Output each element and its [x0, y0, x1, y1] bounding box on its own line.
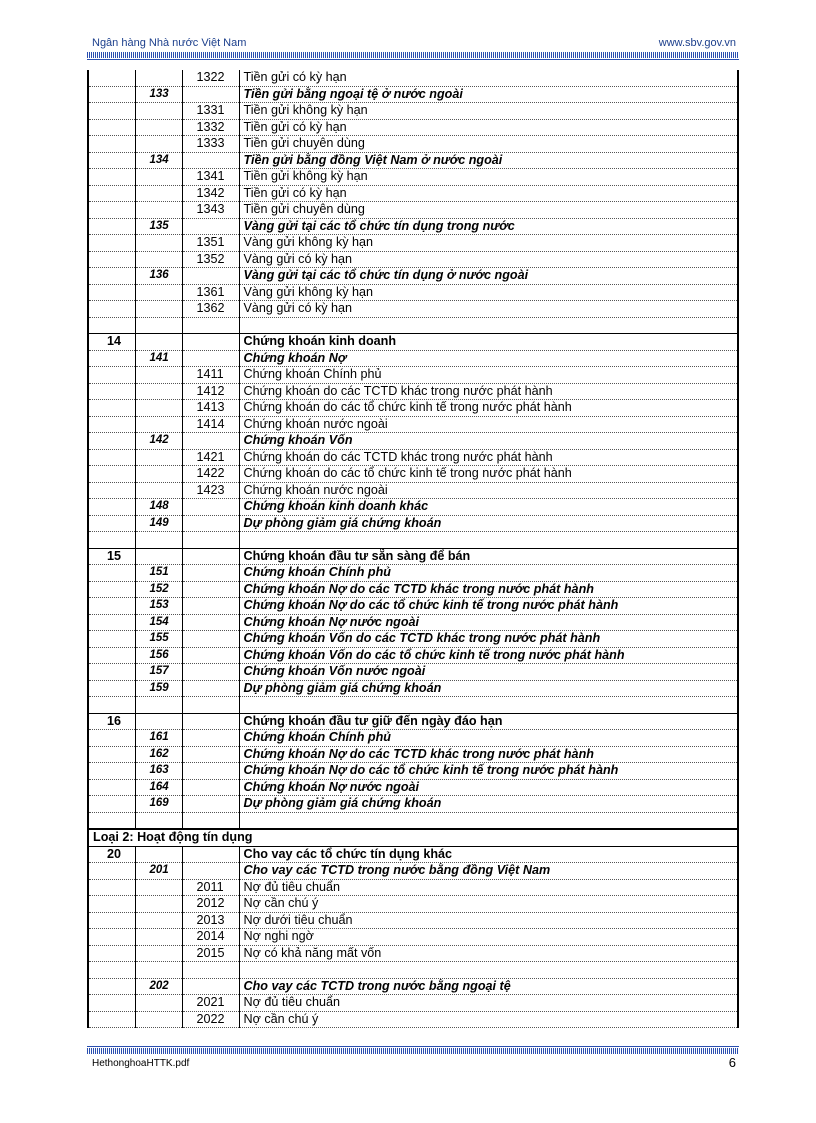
account-level4-code — [182, 598, 239, 615]
account-row — [88, 466, 738, 483]
account-level3-code — [135, 812, 182, 829]
account-level2-code — [88, 631, 135, 648]
account-row — [88, 136, 738, 153]
account-level3-code — [135, 284, 182, 301]
account-row — [88, 664, 738, 681]
account-level2-code — [88, 896, 135, 913]
account-name: Tiền gửi bằng ngoại tệ ở nước ngoài — [239, 86, 738, 103]
account-row — [88, 185, 738, 202]
account-level3-code — [135, 466, 182, 483]
account-name: Vàng gửi tại các tổ chức tín dụng trong nước — [239, 218, 738, 235]
account-level2-code — [88, 301, 135, 318]
account-row — [88, 730, 738, 747]
account-level3-code: 202 — [135, 978, 182, 995]
account-level4-code — [182, 218, 239, 235]
account-level3-code — [135, 879, 182, 896]
blank-row — [88, 962, 738, 979]
header-rule-line — [87, 59, 739, 60]
account-level2-code — [88, 796, 135, 813]
account-row — [88, 482, 738, 499]
account-name: Chứng khoán Vốn do các tổ chức kinh tế trong nước phát hành — [239, 647, 738, 664]
account-name: Nợ nghi ngờ — [239, 929, 738, 946]
account-row — [88, 103, 738, 120]
account-level4-code — [182, 581, 239, 598]
account-level3-code: 133 — [135, 86, 182, 103]
account-name: Tiền gửi không kỳ hạn — [239, 169, 738, 186]
account-level2-code — [88, 251, 135, 268]
account-level2-code — [88, 416, 135, 433]
account-name: Tiền gửi có kỳ hạn — [239, 119, 738, 136]
account-level4-code: 1333 — [182, 136, 239, 153]
blank-row — [88, 697, 738, 714]
account-name — [239, 532, 738, 549]
account-level2-code: 20 — [88, 846, 135, 863]
account-level3-code — [135, 416, 182, 433]
account-level3-code — [135, 713, 182, 730]
account-level3-code: 155 — [135, 631, 182, 648]
account-level4-code: 1411 — [182, 367, 239, 384]
account-level2-code — [88, 235, 135, 252]
account-level4-code: 2015 — [182, 945, 239, 962]
account-row — [88, 945, 738, 962]
account-name: Vàng gửi có kỳ hạn — [239, 301, 738, 318]
account-row — [88, 565, 738, 582]
account-level2-code — [88, 202, 135, 219]
account-level3-code: 201 — [135, 863, 182, 880]
account-level3-code — [135, 945, 182, 962]
blank-row — [88, 532, 738, 549]
account-name: Chứng khoán Nợ do các tổ chức kinh tế trong nước phát hành — [239, 598, 738, 615]
account-level2-code — [88, 466, 135, 483]
account-name: Chứng khoán Nợ nước ngoài — [239, 614, 738, 631]
account-level2-code — [88, 350, 135, 367]
account-level4-code — [182, 433, 239, 450]
account-name: Chứng khoán đầu tư sẵn sàng để bán — [239, 548, 738, 565]
account-level4-code — [182, 978, 239, 995]
account-name: Tiền gửi bằng đồng Việt Nam ở nước ngoài — [239, 152, 738, 169]
account-level4-code — [182, 532, 239, 549]
account-name: Chứng khoán Vốn nước ngoài — [239, 664, 738, 681]
account-level3-code — [135, 929, 182, 946]
account-level3-code — [135, 482, 182, 499]
account-level3-code — [135, 532, 182, 549]
account-level4-code — [182, 334, 239, 351]
account-level4-code: 2014 — [182, 929, 239, 946]
account-level4-code — [182, 565, 239, 582]
account-level3-code: 136 — [135, 268, 182, 285]
account-level4-code: 1412 — [182, 383, 239, 400]
account-name: Cho vay các tổ chức tín dụng khác — [239, 846, 738, 863]
account-level3-code — [135, 367, 182, 384]
account-level3-code — [135, 896, 182, 913]
account-level2-code — [88, 598, 135, 615]
account-level4-code: 1352 — [182, 251, 239, 268]
account-name: Cho vay các TCTD trong nước bằng ngoại tệ — [239, 978, 738, 995]
account-row — [88, 334, 738, 351]
blank-row — [88, 812, 738, 829]
account-name: Chứng khoán kinh doanh — [239, 334, 738, 351]
account-level4-code: 2013 — [182, 912, 239, 929]
account-level3-code — [135, 301, 182, 318]
account-row — [88, 499, 738, 516]
account-row — [88, 1011, 738, 1028]
account-name: Chứng khoán Chính phủ — [239, 730, 738, 747]
account-level2-code: 15 — [88, 548, 135, 565]
account-level3-code: 142 — [135, 433, 182, 450]
account-level3-code — [135, 449, 182, 466]
account-row — [88, 251, 738, 268]
account-level3-code: 141 — [135, 350, 182, 367]
account-name: Dự phòng giảm giá chứng khoán — [239, 796, 738, 813]
account-row — [88, 86, 738, 103]
account-level4-code: 1414 — [182, 416, 239, 433]
account-row — [88, 152, 738, 169]
account-level4-code — [182, 515, 239, 532]
account-name: Chứng khoán Nợ nước ngoài — [239, 779, 738, 796]
account-level3-code — [135, 548, 182, 565]
account-level4-code: 2012 — [182, 896, 239, 913]
account-level4-code: 2021 — [182, 995, 239, 1012]
account-row — [88, 879, 738, 896]
account-name: Vàng gửi tại các tổ chức tín dụng ở nước ngoài — [239, 268, 738, 285]
account-level4-code — [182, 796, 239, 813]
account-level3-code: 161 — [135, 730, 182, 747]
account-row — [88, 978, 738, 995]
account-level2-code — [88, 119, 135, 136]
account-level3-code — [135, 251, 182, 268]
account-row — [88, 383, 738, 400]
account-level3-code — [135, 334, 182, 351]
account-level2-code — [88, 367, 135, 384]
account-row — [88, 416, 738, 433]
account-level3-code: 164 — [135, 779, 182, 796]
account-name: Nợ dưới tiêu chuẩn — [239, 912, 738, 929]
account-level2-code — [88, 978, 135, 995]
account-level2-code — [88, 995, 135, 1012]
account-name: Nợ đủ tiêu chuẩn — [239, 879, 738, 896]
page-number: 6 — [728, 1055, 736, 1070]
account-level4-code — [182, 548, 239, 565]
account-level4-code: 1351 — [182, 235, 239, 252]
header-website: www.sbv.gov.vn — [658, 37, 736, 49]
account-name: Chứng khoán Vốn — [239, 433, 738, 450]
account-level3-code: 153 — [135, 598, 182, 615]
blank-row — [88, 317, 738, 334]
account-level3-code: 148 — [135, 499, 182, 516]
account-level4-code — [182, 631, 239, 648]
account-row — [88, 746, 738, 763]
account-name: Chứng khoán Chính phủ — [239, 565, 738, 582]
account-level4-code — [182, 614, 239, 631]
footer-rule — [87, 1048, 739, 1054]
account-level2-code — [88, 268, 135, 285]
account-name: Tiền gửi không kỳ hạn — [239, 103, 738, 120]
header-rule — [87, 52, 739, 58]
account-row — [88, 548, 738, 565]
account-level3-code: 157 — [135, 664, 182, 681]
account-row — [88, 779, 738, 796]
account-level2-code — [88, 449, 135, 466]
account-level3-code: 169 — [135, 796, 182, 813]
account-name: Chứng khoán do các tổ chức kinh tế trong nước phát hành — [239, 466, 738, 483]
account-row — [88, 846, 738, 863]
account-name — [239, 812, 738, 829]
account-level4-code — [182, 730, 239, 747]
account-table — [87, 70, 739, 1028]
account-level4-code — [182, 713, 239, 730]
account-level2-code — [88, 697, 135, 714]
account-name: Nợ đủ tiêu chuẩn — [239, 995, 738, 1012]
account-level3-code: 134 — [135, 152, 182, 169]
account-name: Dự phòng giảm giá chứng khoán — [239, 515, 738, 532]
account-level2-code — [88, 317, 135, 334]
account-row — [88, 202, 738, 219]
account-name: Chứng khoán Nợ — [239, 350, 738, 367]
account-row — [88, 713, 738, 730]
account-level3-code — [135, 962, 182, 979]
account-name: Chứng khoán Nợ do các TCTD khác trong nước phát hành — [239, 581, 738, 598]
account-level4-code — [182, 697, 239, 714]
account-level4-code — [182, 268, 239, 285]
account-level3-code — [135, 185, 182, 202]
account-level2-code — [88, 284, 135, 301]
account-level4-code: 1423 — [182, 482, 239, 499]
account-level3-code: 159 — [135, 680, 182, 697]
account-row — [88, 863, 738, 880]
account-level2-code — [88, 680, 135, 697]
account-level3-code: 151 — [135, 565, 182, 582]
account-level2-code — [88, 912, 135, 929]
account-name: Chứng khoán do các tổ chức kinh tế trong nước phát hành — [239, 400, 738, 417]
account-level4-code: 1361 — [182, 284, 239, 301]
account-level4-code — [182, 350, 239, 367]
account-level3-code — [135, 169, 182, 186]
account-name: Cho vay các TCTD trong nước bằng đồng Việt Nam — [239, 863, 738, 880]
account-name: Chứng khoán nước ngoài — [239, 416, 738, 433]
footer-rule-line — [87, 1046, 739, 1047]
account-row — [88, 995, 738, 1012]
account-name: Chứng khoán do các TCTD khác trong nước phát hành — [239, 449, 738, 466]
account-level2-code — [88, 929, 135, 946]
account-row — [88, 896, 738, 913]
account-name: Chứng khoán Nợ do các TCTD khác trong nước phát hành — [239, 746, 738, 763]
account-level4-code: 2022 — [182, 1011, 239, 1028]
account-name: Chứng khoán đầu tư giữ đến ngày đáo hạn — [239, 713, 738, 730]
account-level2-code — [88, 730, 135, 747]
account-level4-code: 1362 — [182, 301, 239, 318]
account-level2-code — [88, 779, 135, 796]
account-level4-code: 1322 — [182, 70, 239, 86]
account-row — [88, 433, 738, 450]
account-level4-code — [182, 746, 239, 763]
account-name: Chứng khoán nước ngoài — [239, 482, 738, 499]
account-name: Dự phòng giảm giá chứng khoán — [239, 680, 738, 697]
account-name — [239, 962, 738, 979]
account-level2-code — [88, 863, 135, 880]
account-name: Chứng khoán Vốn do các TCTD khác trong nước phát hành — [239, 631, 738, 648]
account-row — [88, 581, 738, 598]
account-level2-code — [88, 664, 135, 681]
account-level2-code — [88, 433, 135, 450]
account-level2-code: 14 — [88, 334, 135, 351]
account-level3-code — [135, 995, 182, 1012]
account-level3-code — [135, 1011, 182, 1028]
account-row — [88, 350, 738, 367]
account-level2-code — [88, 532, 135, 549]
account-level2-code — [88, 565, 135, 582]
account-level4-code: 1421 — [182, 449, 239, 466]
account-name: Vàng gửi có kỳ hạn — [239, 251, 738, 268]
account-level3-code — [135, 70, 182, 86]
header-org-name: Ngân hàng Nhà nước Việt Nam — [92, 37, 247, 49]
account-name: Tiền gửi chuyên dùng — [239, 202, 738, 219]
account-level3-code: 149 — [135, 515, 182, 532]
account-level2-code — [88, 1011, 135, 1028]
account-level3-code: 154 — [135, 614, 182, 631]
account-row — [88, 763, 738, 780]
account-level3-code: 162 — [135, 746, 182, 763]
account-level2-code — [88, 136, 135, 153]
account-level2-code — [88, 383, 135, 400]
account-row — [88, 218, 738, 235]
account-level3-code: 152 — [135, 581, 182, 598]
account-level4-code — [182, 317, 239, 334]
account-level4-code — [182, 779, 239, 796]
account-level3-code — [135, 119, 182, 136]
account-level2-code — [88, 879, 135, 896]
account-row — [88, 268, 738, 285]
account-row — [88, 449, 738, 466]
account-row — [88, 119, 738, 136]
account-name: Tiền gửi có kỳ hạn — [239, 185, 738, 202]
account-level4-code — [182, 499, 239, 516]
account-level4-code: 1413 — [182, 400, 239, 417]
account-level2-code — [88, 763, 135, 780]
account-name: Vàng gửi không kỳ hạn — [239, 284, 738, 301]
account-name — [239, 317, 738, 334]
account-name: Chứng khoán Chính phủ — [239, 367, 738, 384]
account-level4-code — [182, 647, 239, 664]
account-level4-code — [182, 86, 239, 103]
account-level4-code — [182, 152, 239, 169]
account-name: Tiền gửi có kỳ hạn — [239, 70, 738, 86]
account-level2-code — [88, 152, 135, 169]
account-level4-code — [182, 763, 239, 780]
account-level4-code: 1422 — [182, 466, 239, 483]
account-row — [88, 614, 738, 631]
account-level4-code: 1332 — [182, 119, 239, 136]
account-level2-code — [88, 614, 135, 631]
account-level4-code — [182, 962, 239, 979]
account-level3-code: 156 — [135, 647, 182, 664]
account-name: Tiền gửi chuyên dùng — [239, 136, 738, 153]
account-row — [88, 70, 738, 86]
account-level2-code — [88, 515, 135, 532]
account-row — [88, 631, 738, 648]
account-row — [88, 301, 738, 318]
account-row — [88, 912, 738, 929]
account-row — [88, 284, 738, 301]
account-level2-code — [88, 746, 135, 763]
account-level2-code — [88, 400, 135, 417]
account-row — [88, 367, 738, 384]
account-level3-code — [135, 202, 182, 219]
account-level3-code — [135, 317, 182, 334]
account-level4-code — [182, 812, 239, 829]
account-level2-code — [88, 647, 135, 664]
account-row — [88, 796, 738, 813]
account-level3-code — [135, 136, 182, 153]
section-title: Loại 2: Hoạt động tín dụng — [88, 829, 738, 846]
account-row — [88, 929, 738, 946]
account-level2-code: 16 — [88, 713, 135, 730]
account-row — [88, 680, 738, 697]
account-level3-code — [135, 383, 182, 400]
account-level4-code: 1342 — [182, 185, 239, 202]
footer-filename: HethonghoaHTTK.pdf — [92, 1058, 190, 1069]
account-level4-code — [182, 863, 239, 880]
account-level2-code — [88, 169, 135, 186]
account-row — [88, 515, 738, 532]
account-name: Chứng khoán do các TCTD khác trong nước phát hành — [239, 383, 738, 400]
account-row — [88, 235, 738, 252]
account-level2-code — [88, 70, 135, 86]
account-level4-code: 1343 — [182, 202, 239, 219]
account-level3-code — [135, 400, 182, 417]
account-level3-code — [135, 912, 182, 929]
account-level2-code — [88, 499, 135, 516]
account-level3-code: 163 — [135, 763, 182, 780]
account-level4-code — [182, 846, 239, 863]
account-level2-code — [88, 945, 135, 962]
account-row — [88, 647, 738, 664]
account-name — [239, 697, 738, 714]
account-level3-code — [135, 103, 182, 120]
account-level3-code — [135, 697, 182, 714]
account-level2-code — [88, 812, 135, 829]
account-level4-code: 1331 — [182, 103, 239, 120]
account-level2-code — [88, 962, 135, 979]
account-level3-code — [135, 235, 182, 252]
account-level2-code — [88, 581, 135, 598]
account-row — [88, 169, 738, 186]
account-name: Chứng khoán kinh doanh khác — [239, 499, 738, 516]
account-row — [88, 598, 738, 615]
account-level2-code — [88, 185, 135, 202]
account-level2-code — [88, 86, 135, 103]
account-row — [88, 400, 738, 417]
account-level2-code — [88, 218, 135, 235]
account-name: Nợ có khả năng mất vốn — [239, 945, 738, 962]
account-level3-code: 135 — [135, 218, 182, 235]
account-name: Chứng khoán Nợ do các tổ chức kinh tế trong nước phát hành — [239, 763, 738, 780]
section-row — [88, 829, 738, 846]
account-name: Vàng gửi không kỳ hạn — [239, 235, 738, 252]
account-level4-code: 1341 — [182, 169, 239, 186]
account-level2-code — [88, 482, 135, 499]
account-level4-code — [182, 664, 239, 681]
account-level2-code — [88, 103, 135, 120]
account-name: Nợ cần chú ý — [239, 1011, 738, 1028]
account-level4-code: 2011 — [182, 879, 239, 896]
account-level3-code — [135, 846, 182, 863]
account-level4-code — [182, 680, 239, 697]
account-name: Nợ cần chú ý — [239, 896, 738, 913]
